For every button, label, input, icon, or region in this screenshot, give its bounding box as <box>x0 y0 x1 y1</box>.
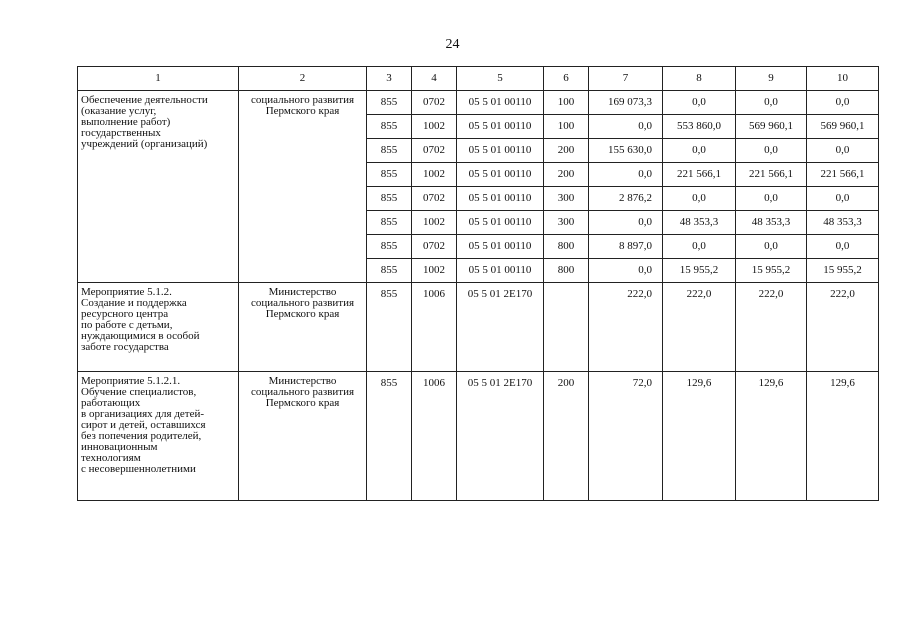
amount-cell-7: 0,0 <box>589 211 663 235</box>
amount-cell-10: 129,6 <box>807 372 879 501</box>
amount-cell-10: 0,0 <box>807 139 879 163</box>
header-cell-10: 10 <box>807 67 879 91</box>
activity-name-line: ресурсного центра <box>81 308 169 320</box>
amount-cell-10: 0,0 <box>807 91 879 115</box>
expense-type-cell: 300 <box>544 187 589 211</box>
amount-cell-10: 0,0 <box>807 187 879 211</box>
amount-cell-7: 0,0 <box>589 259 663 283</box>
gr-cell: 855 <box>367 91 412 115</box>
table-row <box>78 91 879 115</box>
amount-cell-8: 0,0 <box>663 187 736 211</box>
expense-type-cell <box>544 283 589 372</box>
responsible-executor-cell <box>239 283 367 372</box>
table-row <box>78 283 879 372</box>
expense-type-cell: 800 <box>544 259 589 283</box>
section-cell: 0702 <box>412 235 457 259</box>
amount-cell-9: 0,0 <box>736 235 807 259</box>
amount-cell-8: 15 955,2 <box>663 259 736 283</box>
activity-name-line: Обеспечение деятельности <box>81 94 208 106</box>
target-article-cell: 05 5 01 00110 <box>457 259 544 283</box>
header-cell-8: 8 <box>663 67 736 91</box>
section-cell: 1006 <box>412 372 457 501</box>
executor-line: Пермского края <box>265 105 340 117</box>
amount-cell-10: 48 353,3 <box>807 211 879 235</box>
section-cell: 0702 <box>412 187 457 211</box>
expense-type-cell: 300 <box>544 211 589 235</box>
executor-line: Пермского края <box>265 308 340 320</box>
amount-cell-7: 0,0 <box>589 115 663 139</box>
activity-name-line: Обучение специалистов, <box>81 386 197 398</box>
responsible-executor-cell <box>239 91 367 283</box>
amount-cell-10: 222,0 <box>807 283 879 372</box>
section-cell: 1002 <box>412 115 457 139</box>
activity-name-line: заботе государства <box>81 341 169 353</box>
amount-cell-8: 0,0 <box>663 235 736 259</box>
amount-cell-8: 553 860,0 <box>663 115 736 139</box>
activity-name-line: работающих <box>81 397 141 409</box>
header-cell-2: 2 <box>239 67 367 91</box>
header-cell-9: 9 <box>736 67 807 91</box>
activity-name-line: Мероприятие 5.1.2. <box>81 286 172 298</box>
activity-name-line: с несовершеннолетними <box>81 463 196 475</box>
amount-cell-7: 222,0 <box>589 283 663 372</box>
amount-cell-7: 8 897,0 <box>589 235 663 259</box>
amount-cell-9: 569 960,1 <box>736 115 807 139</box>
target-article-cell: 05 5 01 00110 <box>457 235 544 259</box>
target-article-cell: 05 5 01 00110 <box>457 187 544 211</box>
section-cell: 0702 <box>412 91 457 115</box>
table-row <box>78 372 879 501</box>
activity-name-line: Мероприятие 5.1.2.1. <box>81 375 181 387</box>
header-cell-6: 6 <box>544 67 589 91</box>
header-cell-1: 1 <box>78 67 239 91</box>
amount-cell-8: 221 566,1 <box>663 163 736 187</box>
expense-type-cell: 100 <box>544 91 589 115</box>
amount-cell-9: 48 353,3 <box>736 211 807 235</box>
gr-cell: 855 <box>367 163 412 187</box>
activity-name-line: Создание и поддержка <box>81 297 187 309</box>
executor-line: социального развития <box>250 386 355 398</box>
activity-name-line: нуждающимися в особой <box>81 330 200 342</box>
gr-cell: 855 <box>367 372 412 501</box>
activity-name-line: выполнение работ) <box>81 116 171 128</box>
target-article-cell: 05 5 01 00110 <box>457 163 544 187</box>
gr-cell: 855 <box>367 283 412 372</box>
gr-cell: 855 <box>367 139 412 163</box>
amount-cell-9: 129,6 <box>736 372 807 501</box>
amount-cell-9: 222,0 <box>736 283 807 372</box>
activity-name-line: инновационным <box>81 441 158 453</box>
section-cell: 1006 <box>412 283 457 372</box>
target-article-cell: 05 5 01 00110 <box>457 91 544 115</box>
amount-cell-9: 0,0 <box>736 187 807 211</box>
expense-type-cell: 100 <box>544 115 589 139</box>
amount-cell-9: 15 955,2 <box>736 259 807 283</box>
amount-cell-10: 221 566,1 <box>807 163 879 187</box>
expense-type-cell: 200 <box>544 139 589 163</box>
header-cell-3: 3 <box>367 67 412 91</box>
target-article-cell: 05 5 01 2Е170 <box>457 283 544 372</box>
expense-type-cell: 800 <box>544 235 589 259</box>
target-article-cell: 05 5 01 00110 <box>457 139 544 163</box>
gr-cell: 855 <box>367 115 412 139</box>
executor-line: Пермского края <box>265 397 340 409</box>
target-article-cell: 05 5 01 00110 <box>457 211 544 235</box>
amount-cell-8: 0,0 <box>663 91 736 115</box>
gr-cell: 855 <box>367 211 412 235</box>
executor-line: Министерство <box>268 375 337 387</box>
gr-cell: 855 <box>367 235 412 259</box>
amount-cell-8: 129,6 <box>663 372 736 501</box>
amount-cell-10: 569 960,1 <box>807 115 879 139</box>
amount-cell-8: 0,0 <box>663 139 736 163</box>
expense-type-cell: 200 <box>544 372 589 501</box>
activity-name-line: без попечения родителей, <box>81 430 202 442</box>
amount-cell-9: 0,0 <box>736 91 807 115</box>
section-cell: 1002 <box>412 163 457 187</box>
header-cell-4: 4 <box>412 67 457 91</box>
header-cell-7: 7 <box>589 67 663 91</box>
activity-name-line: технологиям <box>81 452 141 464</box>
header-cell-5: 5 <box>457 67 544 91</box>
amount-cell-9: 0,0 <box>736 139 807 163</box>
amount-cell-8: 48 353,3 <box>663 211 736 235</box>
activity-name-line: (оказание услуг, <box>81 105 157 117</box>
amount-cell-8: 222,0 <box>663 283 736 372</box>
amount-cell-9: 221 566,1 <box>736 163 807 187</box>
section-cell: 1002 <box>412 211 457 235</box>
gr-cell: 855 <box>367 187 412 211</box>
activity-name-cell <box>78 283 239 372</box>
activity-name-cell <box>78 372 239 501</box>
activity-name-cell <box>78 91 239 283</box>
budget-table <box>77 66 879 501</box>
target-article-cell: 05 5 01 00110 <box>457 115 544 139</box>
activity-name-line: учреждений (организаций) <box>81 138 208 150</box>
amount-cell-7: 72,0 <box>589 372 663 501</box>
header-row <box>78 67 879 91</box>
responsible-executor-cell <box>239 372 367 501</box>
executor-line: Министерство <box>268 286 337 298</box>
amount-cell-7: 0,0 <box>589 163 663 187</box>
executor-line: социального развития <box>250 94 355 106</box>
amount-cell-7: 155 630,0 <box>589 139 663 163</box>
amount-cell-10: 0,0 <box>807 235 879 259</box>
expense-type-cell: 200 <box>544 163 589 187</box>
amount-cell-7: 169 073,3 <box>589 91 663 115</box>
activity-name-line: по работе с детьми, <box>81 319 173 331</box>
target-article-cell: 05 5 01 2Е170 <box>457 372 544 501</box>
gr-cell: 855 <box>367 259 412 283</box>
amount-cell-10: 15 955,2 <box>807 259 879 283</box>
executor-line: социального развития <box>250 297 355 309</box>
activity-name-line: государственных <box>81 127 161 139</box>
activity-name-line: сирот и детей, оставшихся <box>81 419 206 431</box>
activity-name-line: в организациях для детей- <box>81 408 205 420</box>
amount-cell-7: 2 876,2 <box>589 187 663 211</box>
section-cell: 0702 <box>412 139 457 163</box>
section-cell: 1002 <box>412 259 457 283</box>
page-number: 24 <box>445 37 460 52</box>
